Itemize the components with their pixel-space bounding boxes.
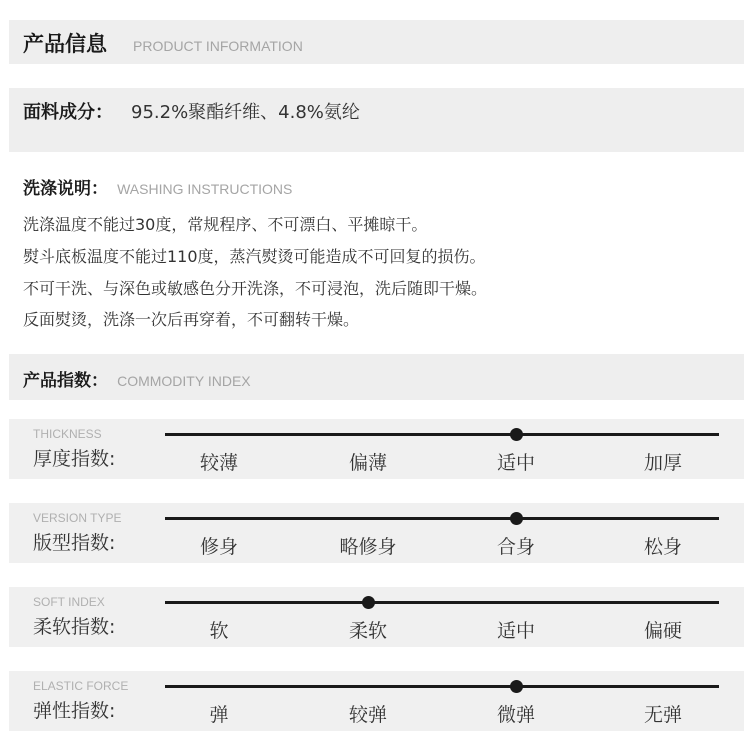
washing-title-en: WASHING INSTRUCTIONS	[117, 181, 293, 197]
commodity-index-title: 产品指数：	[23, 371, 108, 391]
index-label-en: VERSION TYPE	[33, 511, 122, 525]
scale-option: 柔软	[348, 620, 387, 642]
scale-marker	[510, 512, 523, 525]
scale-option: 适中	[496, 620, 535, 642]
commodity-index-subtitle: COMMODITY INDEX	[117, 373, 251, 389]
index-label-en: SOFT INDEX	[33, 595, 105, 609]
washing-line: 熨斗底板温度不能过110度，蒸汽熨烫可能造成不可回复的损伤。	[23, 247, 486, 266]
index-row-elastic	[9, 671, 744, 731]
product-info-title: 产品信息	[23, 32, 107, 56]
scale-option: 较薄	[199, 452, 238, 474]
scale-line	[165, 433, 719, 436]
index-label-en: ELASTIC FORCE	[33, 679, 129, 693]
index-row-thickness	[9, 419, 744, 479]
scale-marker	[510, 680, 523, 693]
scale-line	[165, 601, 719, 604]
scale-line	[165, 517, 719, 520]
product-info-subtitle: PRODUCT INFORMATION	[133, 38, 303, 54]
index-label-cn: 厚度指数:	[33, 448, 116, 470]
fabric-label: 面料成分：	[23, 102, 113, 123]
scale-marker	[362, 596, 375, 609]
index-label-en: THICKNESS	[33, 427, 102, 441]
scale-option: 弹	[209, 704, 229, 726]
washing-line: 洗涤温度不能过30度，常规程序、不可漂白、平摊晾干。	[23, 215, 428, 234]
washing-title	[23, 174, 292, 199]
index-label-cn: 弹性指数:	[33, 700, 116, 722]
index-row-soft	[9, 587, 744, 647]
fabric-composition	[9, 88, 744, 152]
washing-line: 不可干洗、与深色或敏感色分开洗涤，不可浸泡，洗后随即干燥。	[23, 279, 488, 298]
index-label-cn: 柔软指数:	[33, 616, 116, 638]
scale-option: 偏硬	[643, 620, 682, 642]
scale-option: 松身	[643, 536, 682, 558]
washing-line: 反面熨烫，洗涤一次后再穿着，不可翻转干燥。	[23, 310, 360, 329]
scale-option: 适中	[496, 452, 535, 474]
fabric-value: 95.2%聚酯纤维、4.8%氨纶	[131, 102, 360, 123]
scale-option: 修身	[199, 536, 238, 558]
washing-title-cn: 洗涤说明：	[23, 179, 108, 199]
index-row-version	[9, 503, 744, 563]
scale-marker	[510, 428, 523, 441]
commodity-index-header	[9, 354, 744, 400]
scale-line	[165, 685, 719, 688]
product-info-header	[9, 20, 744, 64]
scale-option: 略修身	[339, 536, 397, 558]
scale-option: 微弹	[496, 704, 535, 726]
scale-option: 合身	[496, 536, 535, 558]
index-label-cn: 版型指数:	[33, 532, 116, 554]
scale-option: 较弹	[348, 704, 387, 726]
scale-option: 无弹	[643, 704, 682, 726]
scale-option: 软	[209, 620, 229, 642]
scale-option: 加厚	[643, 452, 682, 474]
scale-option: 偏薄	[348, 452, 387, 474]
